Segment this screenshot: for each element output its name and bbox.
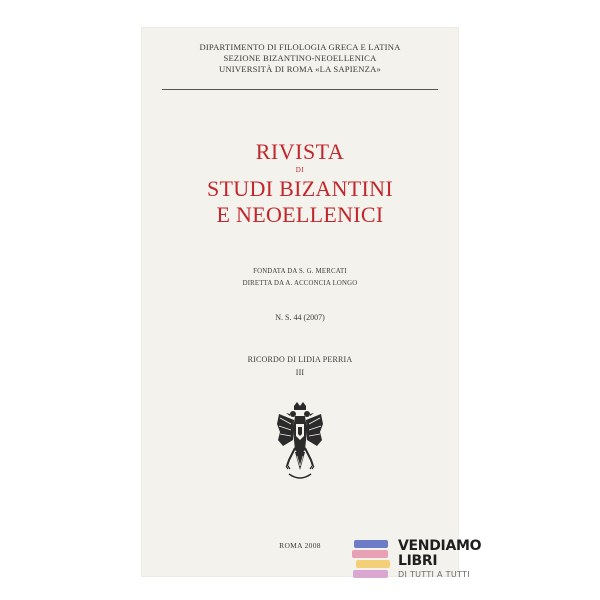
- volume-number: III: [295, 368, 305, 377]
- dedication-block: [142, 353, 458, 379]
- journal-title: [142, 140, 458, 228]
- vendiamo-libri-logo: [350, 536, 590, 596]
- directed-by: DIRETTA DA A. ACCONCIA LONGO: [242, 280, 358, 287]
- editors-block: [142, 266, 458, 290]
- logo-tagline: DI TUTTI A TUTTI: [398, 570, 470, 579]
- logo-text: [398, 539, 481, 581]
- logo-line-vendiamo: VENDIAMO: [398, 538, 482, 554]
- department-line: SEZIONE BIZANTINO-NEOELLENICA: [223, 53, 377, 63]
- place-and-year: ROMA 2008: [279, 541, 321, 550]
- book-cover: [142, 28, 458, 576]
- issue-number: N. S. 44 (2007): [275, 313, 325, 322]
- header-divider: [162, 89, 438, 90]
- title-line-rivista: RIVISTA: [255, 139, 345, 164]
- title-line-neoellenici: E NEOELLENICI: [216, 202, 384, 227]
- title-line-di: DI: [295, 166, 305, 174]
- dedication-title: RICORDO DI LIDIA PERRIA: [247, 355, 353, 364]
- logo-line-libri: LIBRI: [398, 553, 438, 569]
- double-headed-eagle-icon: [275, 400, 325, 486]
- department-header: [142, 42, 458, 75]
- department-line: DIPARTIMENTO DI FILOLOGIA GRECA E LATINA: [199, 42, 401, 52]
- title-line-studi-bizantini: STUDI BIZANTINI: [207, 176, 393, 201]
- department-line: UNIVERSITÀ DI ROMA «LA SAPIENZA»: [218, 64, 382, 74]
- book-stack-icon: [350, 536, 396, 584]
- founded-by: FONDATA DA S. G. MERCATI: [253, 268, 347, 275]
